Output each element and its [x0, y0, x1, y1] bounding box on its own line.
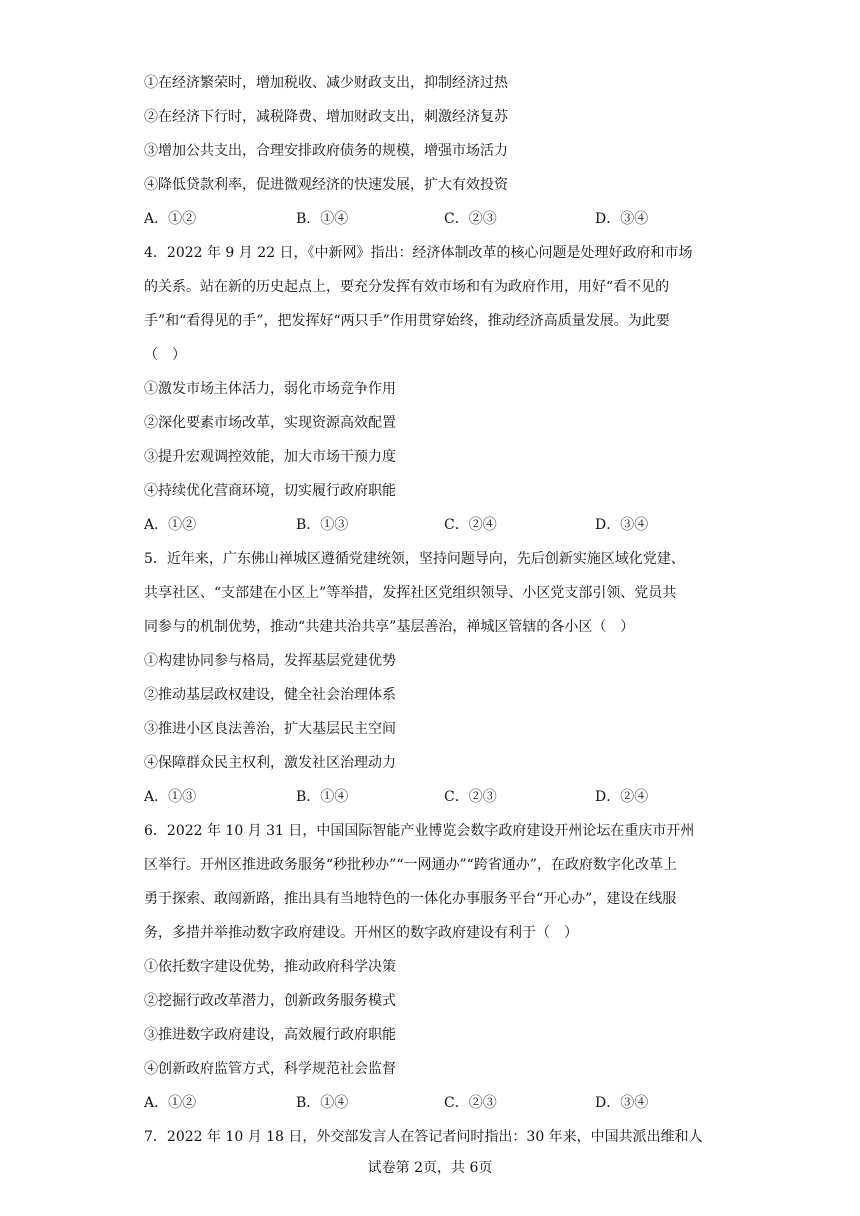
choice-item: ①在经济繁荣时，增加税收、减少财政支出，抑制经济过热: [144, 75, 508, 91]
stem-line: 6．2022 年 10 月 31 日，中国国际智能产业博览会数字政府建设开州论坛在重庆市开州: [144, 823, 695, 839]
choice-item: ②推动基层政权建设，健全社会治理体系: [144, 687, 396, 703]
stem-line: 区举行。开州区推进政务服务“秒批秒办”“一网通办”“跨省通办”，在政府数字化改革上: [144, 857, 677, 873]
choice-item: ②在经济下行时，减税降费、增加财政支出，刺激经济复苏: [144, 109, 508, 125]
question-5-items: [144, 644, 720, 780]
option-b: B．①④: [296, 211, 349, 227]
choice-item: ④持续优化营商环境，切实履行政府职能: [144, 483, 396, 499]
question-6-items: [144, 950, 720, 1086]
option-c: C．②③: [444, 1095, 497, 1111]
option-c: C．②③: [444, 789, 497, 805]
choice-item: ③推进数字政府建设，高效履行政府职能: [144, 1027, 396, 1043]
option-c: C．②④: [444, 517, 497, 533]
question-5-stem: [144, 542, 720, 644]
choice-item: ①依托数字建设优势，推动政府科学决策: [144, 959, 396, 975]
question-content: [144, 66, 720, 1154]
choice-item: ③增加公共支出，合理安排政府债务的规模，增强市场活力: [144, 143, 508, 159]
option-b: B．①③: [296, 517, 349, 533]
choice-item: ④创新政府监管方式，科学规范社会监督: [144, 1061, 396, 1077]
question-3-items: [144, 66, 720, 202]
option-a: A．①②: [144, 1095, 197, 1111]
choice-item: ②挖掘行政改革潜力，创新政务服务模式: [144, 993, 396, 1009]
choice-item: ④保障群众民主权利，激发社区治理动力: [144, 755, 396, 771]
choice-item: ①激发市场主体活力，弱化市场竞争作用: [144, 381, 396, 397]
option-b: B．①④: [296, 789, 349, 805]
stem-line: 手”和“看得见的手”，把发挥好“两只手”作用贯穿始终，推动经济高质量发展。为此要: [144, 313, 670, 329]
option-c: C．②③: [444, 211, 497, 227]
choice-item: ①构建协同参与格局，发挥基层党建优势: [144, 653, 396, 669]
option-d: D．②④: [595, 789, 649, 805]
option-a: A．①③: [144, 789, 197, 805]
option-d: D．③④: [595, 517, 649, 533]
stem-line: 共享社区、“支部建在小区上”等举措，发挥社区党组织领导、小区党支部引领、党员共: [144, 585, 677, 601]
question-3-options: [144, 202, 720, 236]
stem-line: 4．2022 年 9 月 22 日，《中新网》指出：经济体制改革的核心问题是处理好政府和市场: [144, 245, 693, 261]
question-4-stem: [144, 236, 720, 372]
option-d: D．③④: [595, 211, 649, 227]
question-6-options: [144, 1086, 720, 1120]
option-a: A．①②: [144, 211, 197, 227]
stem-line: （ ）: [144, 347, 186, 363]
option-a: A．①②: [144, 517, 197, 533]
question-4-options: [144, 508, 720, 542]
question-4-items: [144, 372, 720, 508]
choice-item: ③提升宏观调控效能，加大市场干预力度: [144, 449, 396, 465]
stem-line: 同参与的机制优势，推动“共建共治共享”基层善治，禅城区管辖的各小区（ ）: [144, 619, 635, 635]
option-d: D．③④: [595, 1095, 649, 1111]
page-footer: 试卷第 2页，共 6页: [367, 1160, 493, 1176]
stem-line: 勇于探索、敢闯新路，推出具有当地特色的一体化办事服务平台“开心办”，建设在线服: [144, 891, 677, 907]
question-7-stem: [144, 1120, 720, 1154]
stem-line: 5．近年来，广东佛山禅城区遵循党建统领，坚持问题导向，先后创新实施区域化党建、: [144, 551, 685, 567]
choice-item: ②深化要素市场改革，实现资源高效配置: [144, 415, 396, 431]
choice-item: ③推进小区良法善治，扩大基层民主空间: [144, 721, 396, 737]
option-b: B．①④: [296, 1095, 349, 1111]
stem-line: 7．2022 年 10 月 18 日，外交部发言人在答记者问时指出：30 年来，中国共派出维和人: [144, 1129, 703, 1145]
question-5-options: [144, 780, 720, 814]
question-6-stem: [144, 814, 720, 950]
choice-item: ④降低贷款利率，促进微观经济的快速发展，扩大有效投资: [144, 177, 508, 193]
stem-line: 的关系。站在新的历史起点上，要充分发挥有效市场和有为政府作用，用好“看不见的: [144, 279, 670, 295]
stem-line: 务，多措并举推动数字政府建设。开州区的数字政府建设有利于（ ）: [144, 925, 578, 941]
